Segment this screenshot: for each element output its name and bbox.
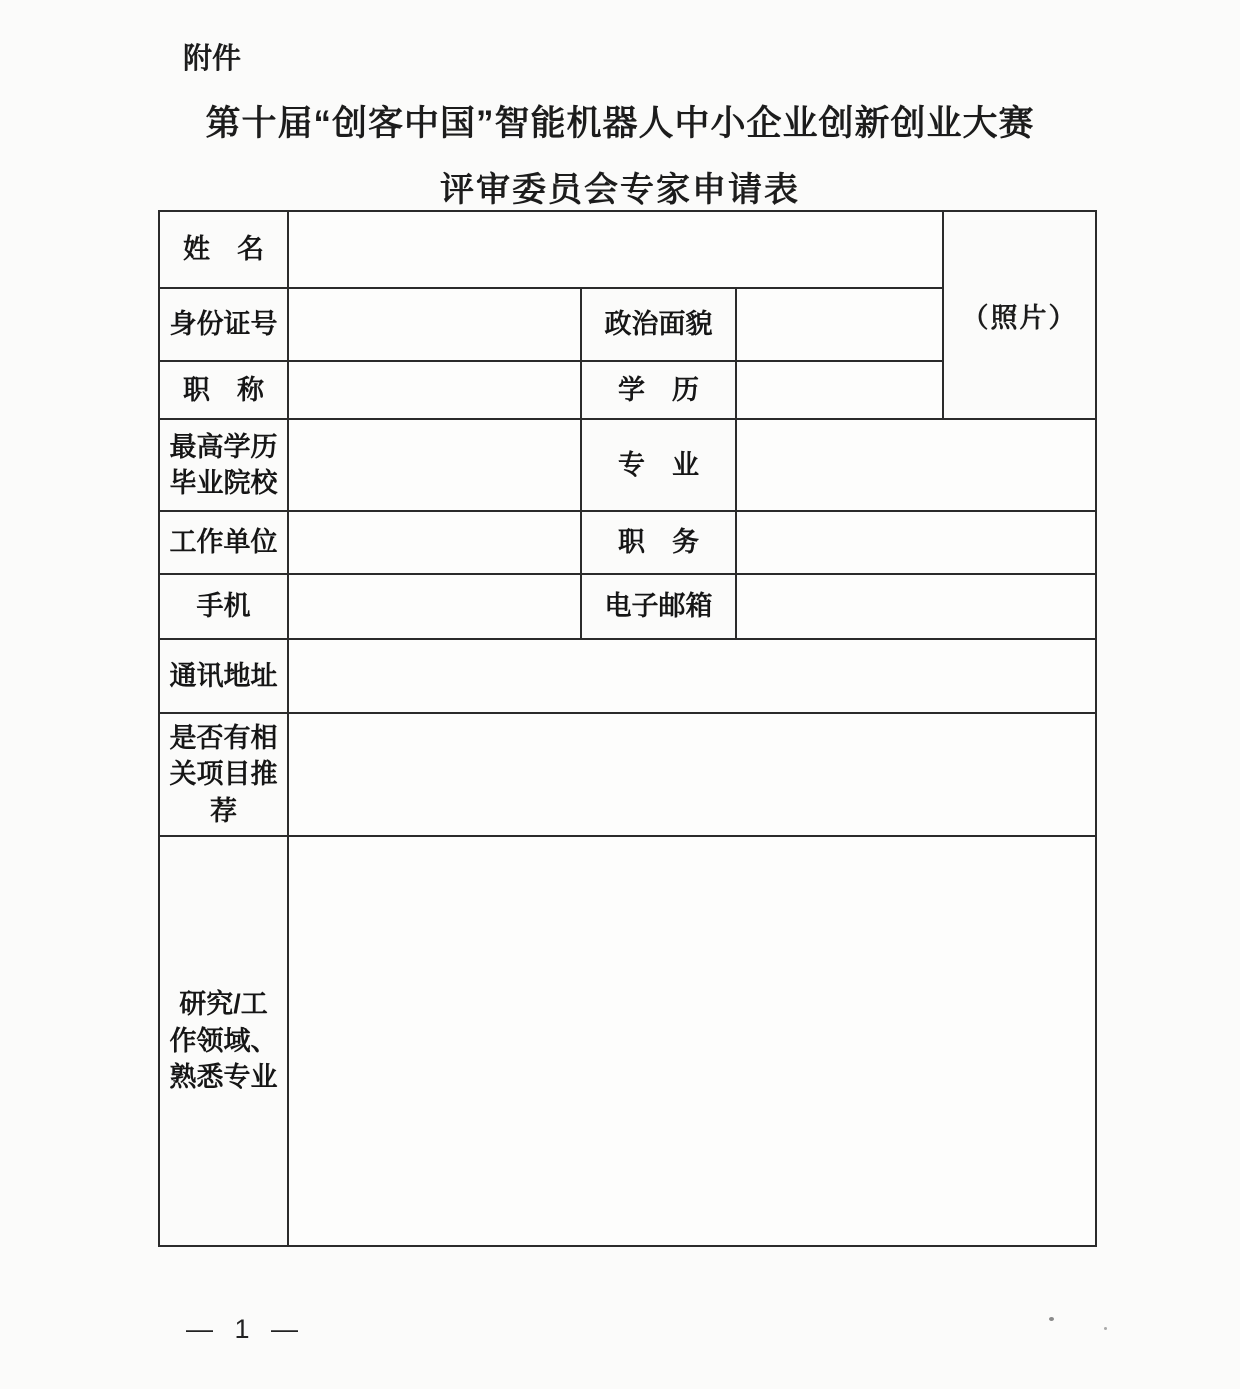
field-value-mobile	[288, 574, 581, 639]
row-mobile-email	[159, 574, 1096, 639]
field-label-employer: 工作单位	[159, 511, 288, 574]
row-project-recommendation	[159, 713, 1096, 836]
field-label-id-number: 身份证号	[159, 288, 288, 361]
row-name	[159, 211, 1096, 288]
field-label-mobile: 手机	[159, 574, 288, 639]
field-value-email	[736, 574, 1096, 639]
application-form-table	[158, 210, 1097, 1247]
field-value-graduate-school	[288, 419, 581, 511]
document-title: 第十届“创客中国”智能机器人中小企业创新创业大赛	[205, 104, 1035, 143]
scan-speck	[1104, 1327, 1107, 1330]
field-label-research-field: 研究/工作领域、熟悉专业	[159, 836, 288, 1246]
attachment-label: 附件	[183, 43, 242, 75]
field-value-mailing-address	[288, 639, 1096, 713]
field-value-name	[288, 211, 943, 288]
field-label-project-recommendation: 是否有相关项目推荐	[159, 713, 288, 836]
field-value-id-number	[288, 288, 581, 361]
row-school-major	[159, 419, 1096, 511]
field-label-education: 学 历	[581, 361, 736, 419]
field-value-political-status	[736, 288, 943, 361]
field-label-professional-title: 职 称	[159, 361, 288, 419]
field-value-education	[736, 361, 943, 419]
field-value-position	[736, 511, 1096, 574]
field-label-email: 电子邮箱	[581, 574, 736, 639]
row-mailing-address	[159, 639, 1096, 713]
field-label-graduate-school: 最高学历毕业院校	[159, 419, 288, 511]
field-label-name: 姓 名	[159, 211, 288, 288]
scan-speck	[1049, 1317, 1054, 1321]
field-label-major: 专 业	[581, 419, 736, 511]
field-label-position: 职 务	[581, 511, 736, 574]
field-value-employer	[288, 511, 581, 574]
field-value-major	[736, 419, 1096, 511]
document-subtitle: 评审委员会专家申请表	[440, 171, 800, 209]
field-label-political-status: 政治面貌	[581, 288, 736, 361]
page-number: — 1 —	[186, 1314, 306, 1344]
field-value-research-field	[288, 836, 1096, 1246]
row-research-field	[159, 836, 1096, 1246]
field-value-professional-title	[288, 361, 581, 419]
row-employer-position	[159, 511, 1096, 574]
field-value-project-recommendation	[288, 713, 1096, 836]
field-label-mailing-address: 通讯地址	[159, 639, 288, 713]
photo-placeholder: （照片）	[943, 211, 1096, 419]
